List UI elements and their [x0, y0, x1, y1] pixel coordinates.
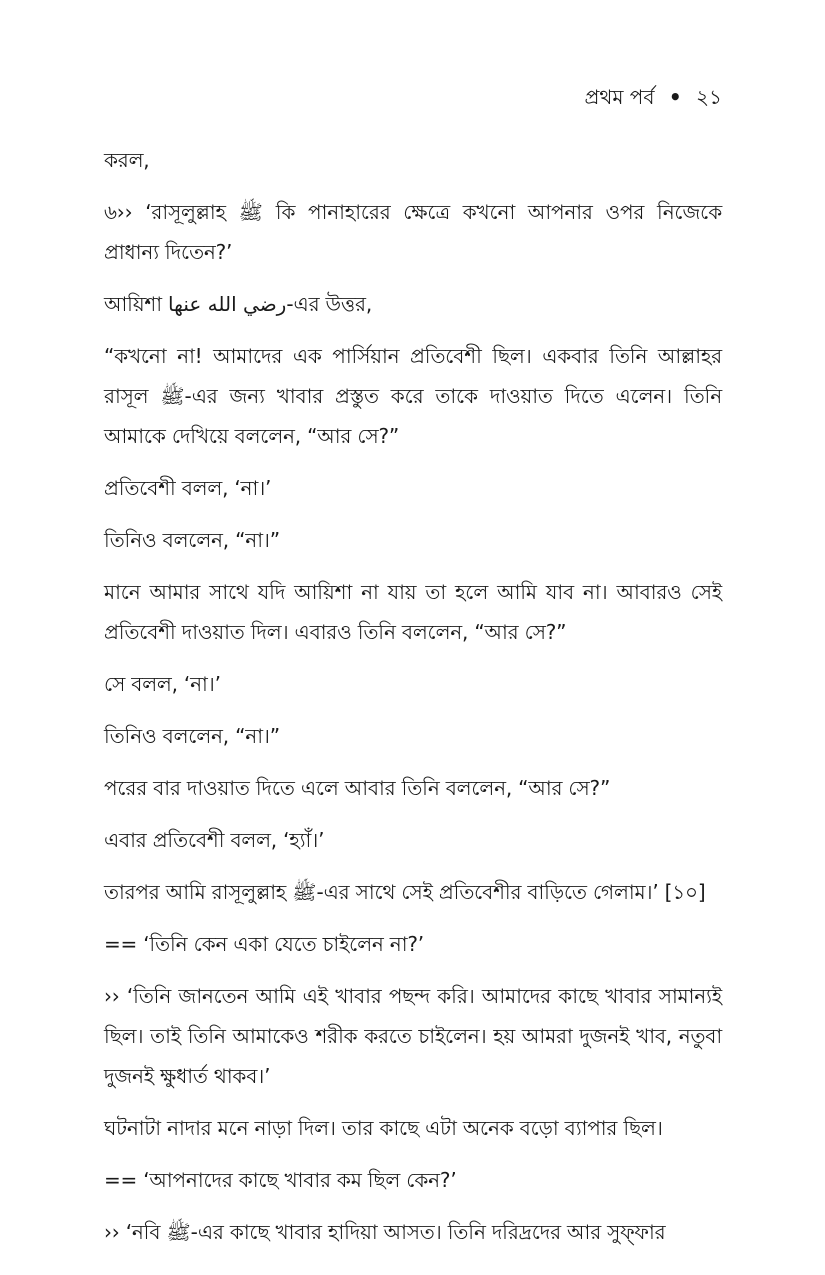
page-number: ২১: [696, 85, 722, 109]
paragraph-4: “কখনো না! আমাদের এক পার্সিয়ান প্রতিবেশী ছিল। একবার তিনি আল্লাহর রাসূল ﷺ-এর জন্য খাবার প্রস্তুত করে তাকে দাওয়াত দিতে এলেন। তিনি আমাকে দেখিয়ে বললেন, “আর সে?”: [104, 344, 722, 448]
paragraph-3: আয়িশা رضي الله عنها-এর উত্তর,: [104, 292, 372, 316]
paragraph-15: ঘটনাটা নাদার মনে নাড়া দিল। তার কাছে এটা অনেক বড়ো ব্যাপার ছিল।: [104, 1116, 663, 1140]
paragraph-13: == ‘তিনি কেন একা যেতে চাইলেন না?’: [104, 932, 424, 956]
paragraph-1: করল,: [104, 148, 150, 172]
paragraph-5: প্রতিবেশী বলল, ‘না।’: [104, 476, 272, 500]
paragraph-10: পরের বার দাওয়াত দিতে এলে আবার তিনি বললেন, “আর সে?”: [104, 776, 611, 800]
page-body: [104, 140, 722, 1264]
paragraph-2: ৬›› ‘রাসূলুল্লাহ ﷺ কি পানাহারের ক্ষেত্রে কখনো আপনার ওপর নিজেকে প্রাধান্য দিতেন?’: [104, 200, 722, 264]
paragraph-6: তিনিও বললেন, “না।”: [104, 528, 280, 552]
paragraph-9: তিনিও বললেন, “না।”: [104, 724, 280, 748]
running-header: [584, 83, 722, 111]
paragraph-14: ›› ‘তিনি জানতেন আমি এই খাবার পছন্দ করি। আমাদের কাছে খাবার সামান্যই ছিল। তাই তিনি আমাকেও শরীক করতে চাইলেন। হয় আমরা দুজনই খাব, নতুবা দুজনই ক্ষুধার্ত থাকব।’: [104, 984, 722, 1088]
header-separator: •: [668, 85, 682, 109]
paragraph-11: এবার প্রতিবেশী বলল, ‘হ্যাঁ।’: [104, 828, 325, 852]
paragraph-17: ›› ‘নবি ﷺ-এর কাছে খাবার হাদিয়া আসত। তিনি দরিদ্রদের আর সুফ্‌ফার: [104, 1220, 666, 1244]
section-title: প্রথম পর্ব: [584, 85, 655, 109]
paragraph-8: সে বলল, ‘না।’: [104, 672, 221, 696]
paragraph-12: তারপর আমি রাসূলুল্লাহ ﷺ-এর সাথে সেই প্রতিবেশীর বাড়িতে গেলাম।’ [১০]: [104, 880, 706, 904]
paragraph-16: == ‘আপনাদের কাছে খাবার কম ছিল কেন?’: [104, 1168, 457, 1192]
paragraph-7: মানে আমার সাথে যদি আয়িশা না যায় তা হলে আমি যাব না। আবারও সেই প্রতিবেশী দাওয়াত দিল। এবারও তিনি বললেন, “আর সে?”: [104, 580, 722, 644]
